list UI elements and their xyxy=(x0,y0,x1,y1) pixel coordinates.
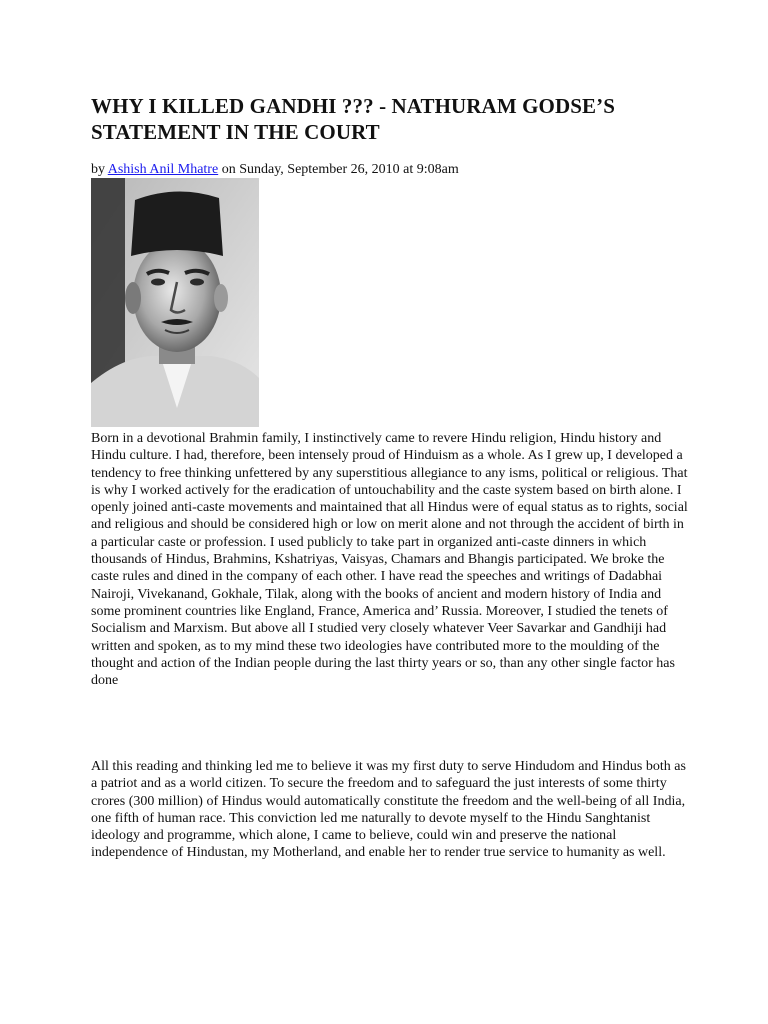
paragraph-1: Born in a devotional Brahmin family, I instinctively came to revere Hindu religion, Hindu history and Hindu culture. I had, therefore, been intensely proud of Hinduism as a whole. As I grew up, I developed a tendency to free thinking unfettered by any superstitious allegiance to any isms, political or religious. That is why I worked actively for the eradication of untouchability and the caste system based on birth alone. I openly joined anti-caste movements and maintained that all Hindus were of equal status as to rights, social and religious and should be considered high or low on merit alone and not through the accident of birth in a particular caste or profession. I used publicly to take part in organized anti-caste dinners in which thousands of Hindus, Brahmins, Kshatriyas, Vaisyas, Chamars and Bhangis participated. We broke the caste rules and dined in the company of each other. I have read the speeches and writings of Dadabhai Nairoji, Vivekanand, Gokhale, Tilak, along with the books of ancient and modern history of India and some prominent countries like England, France, America and’ Russia. Moreover, I studied the tenets of Socialism and Marxism. But above all I studied very closely whatever Veer Savarkar and Gandhiji had written and spoken, as to my mind these two ideologies have contributed more to the moulding of the thought and action of the Indian people during the last thirty years or so, than any other single factor has done xyxy=(91,431,688,689)
portrait-photo xyxy=(91,178,259,427)
byline-prefix: by xyxy=(91,162,108,177)
author-link[interactable]: Ashish Anil Mhatre xyxy=(107,162,219,177)
article-title: WHY I KILLED GANDHI ??? - NATHURAM GODSE’S STATEMENT IN THE COURT xyxy=(91,94,615,144)
portrait-image xyxy=(91,178,259,427)
byline xyxy=(91,161,459,179)
byline-date: on Sunday, September 26, 2010 at 9:08am xyxy=(218,162,459,177)
paragraph-2: All this reading and thinking led me to believe it was my first duty to serve Hindudom and Hindus both as a patriot and as a world citizen. To secure the freedom and to safeguard the just interests of some thirty crores (300 million) of Hindus would automatically constitute the freedom and the well-being of all India, one fifth of human race. This conviction led me naturally to devote myself to the Hindu Sanghtanist ideology and programme, which alone, I came to believe, could win and preserve the national independence of Hindustan, my Motherland, and enable her to render true service to humanity as well. xyxy=(91,759,686,861)
